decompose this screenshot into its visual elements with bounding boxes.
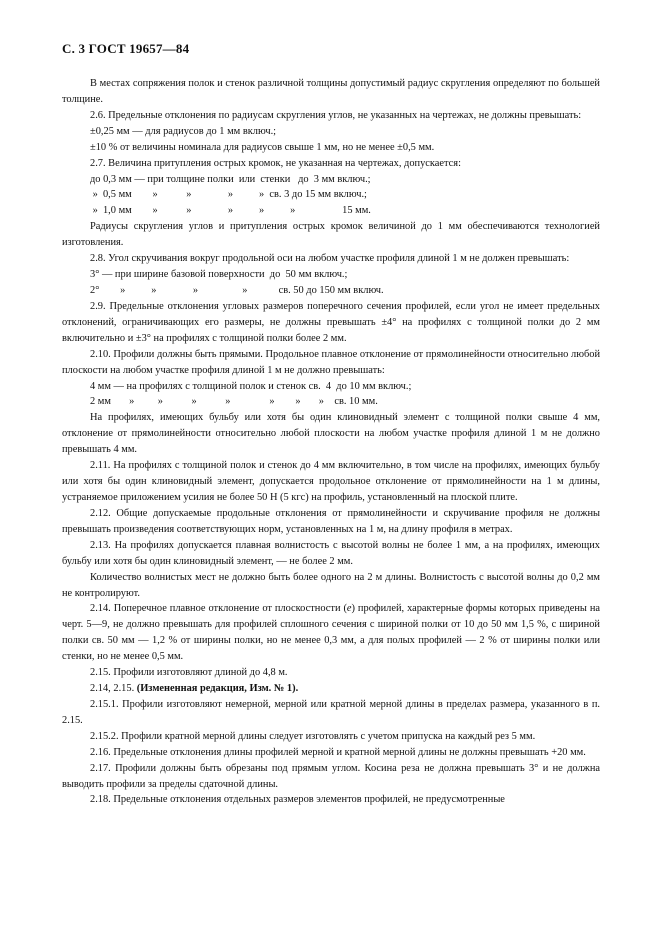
paragraph-2-14 <box>62 601 600 665</box>
paragraph-2-13: 2.13. На профилях допускается плавная волнистость с высотой волны не более 1 мм, а на профилях, имеющих бульбу или хотя бы один клиновидный элемент, — не более 2 мм. <box>62 539 600 567</box>
paragraph-2-18: 2.18. Предельные отклонения отдельных размеров элементов профилей, не предусмотренные <box>90 794 505 806</box>
table-line: » 0,5 мм » » » » св. 3 до 15 мм включ.; <box>90 189 367 201</box>
paragraph-amendment <box>62 681 600 697</box>
paragraph: На профилях, имеющих бульбу или хотя бы один клиновидный элемент с толщиной полки свыше 4 мм, отклонение от прямолинейности относительно любой плоскости на любом участке профиля длиной 1 м не должно превышать 4 мм. <box>62 412 600 456</box>
paragraph: Радиусы скругления углов и притупления острых кромок величиной до 1 мм обеспечиваются технологией изготовления. <box>62 221 600 249</box>
paragraph-2-6: 2.6. Предельные отклонения по радиусам скругления углов, не указанных на чертежах, не должны превышать: <box>90 109 582 121</box>
paragraph-2-16: 2.16. Предельные отклонения длины профилей мерной и кратной мерной длины не должны превышать +20 мм. <box>90 746 586 758</box>
paragraph-2-15: 2.15. Профили изготовляют длиной до 4,8 м. <box>90 667 288 679</box>
page-header: С. 3 ГОСТ 19657—84 <box>62 41 190 56</box>
paragraph-2-10: 2.10. Профили должны быть прямыми. Продольное плавное отклонение от прямолинейности относительно любой плоскости на любом участке профиля длиной 1 м не должно превышать: <box>62 348 600 376</box>
paragraph-2-8: 2.8. Угол скручивания вокруг продольной оси на любом участке профиля длиной 1 м не должен превышать: <box>90 253 570 265</box>
table-line: 2 мм » » » » » » » св. 10 мм. <box>90 396 378 408</box>
paragraph-2-15-1: 2.15.1. Профили изготовляют немерной, мерной или кратной мерной длины в пределах размера, указанного в п. 2.15. <box>62 698 600 726</box>
text-run: 2.14, 2.15. <box>90 683 137 695</box>
paragraph-2-15-2: 2.15.2. Профили кратной мерной длины следует изготовлять с учетом припуска на каждый рез 5 мм. <box>90 730 536 742</box>
table-line: 3° — при ширине базовой поверхности до 50 мм включ.; <box>90 269 348 281</box>
list-item: ±10 % от величины номинала для радиусов свыше 1 мм, но не менее ±0,5 мм. <box>90 141 435 153</box>
paragraph-2-11: 2.11. На профилях с толщиной полок и стенок до 4 мм включительно, в том числе на профилях, имеющих бульбу или хотя бы один клиновидный элемент, допускается продольное отклонение от прямолинейности на 1 м длины, устраняемое приложением усилия не более 50 Н (5 кгс) на профиль, установленный на плоской плите. <box>62 460 600 503</box>
table-line: » 1,0 мм » » » » » 15 мм. <box>90 205 371 217</box>
symbol-e: е <box>346 603 352 615</box>
text-run: 2.14. Поперечное плавное отклонение от плоскостности ( <box>90 603 347 615</box>
table-line: 2° » » » » св. 50 до 150 мм включ. <box>90 284 384 296</box>
paragraph: Количество волнистых мест не должно быть более одного на 2 м длины. Волнистость с высотой волны до 0,2 мм не контролируют. <box>62 571 600 599</box>
list-item: ±0,25 мм — для радиусов до 1 мм включ.; <box>90 125 277 137</box>
text-run: ) профилей, характерные формы которых приведены на черт. 5—9, не должно превышать для профилей сплошного сечения с шириной полки от 10 до 50 мм 1,5 %, с шириной полки св. 50 мм — 1,2 % от ширины полки, но не менее 0,3 мм, а для полых профилей — 2 % от ширины полки или стенки, но не менее 0,5 мм. <box>62 603 600 663</box>
paragraph: В местах сопряжения полок и стенок различной толщины допустимый радиус скругления определяют по большей толщине. <box>62 78 600 105</box>
table-line: 4 мм — на профилях с толщиной полок и стенок св. 4 до 10 мм включ.; <box>90 380 412 392</box>
amendment-note: (Измененная редакция, Изм. № 1). <box>136 683 299 695</box>
paragraph-2-17: 2.17. Профили должны быть обрезаны под прямым углом. Косина реза не должна превышать 3° и не должна выводить профили за пределы сдаточной длины. <box>62 762 600 790</box>
document-body <box>62 76 600 808</box>
paragraph-2-12: 2.12. Общие допускаемые продольные отклонения от прямолинейности и скручивание профиля не должны превышать произведения соответствующих норм, установленных на 1 м, на длину профиля в метрах. <box>62 507 600 535</box>
table-line: до 0,3 мм — при толщине полки или стенки до 3 мм включ.; <box>90 173 371 185</box>
paragraph-2-7: 2.7. Величина притупления острых кромок, не указанная на чертежах, допускается: <box>90 157 461 169</box>
paragraph-2-9: 2.9. Предельные отклонения угловых размеров поперечного сечения профилей, если угол не имеет предельных отклонений, ограничивающих его размеры, не должны превышать ±4° на профилях с толщиной полки до 2 мм включительно и ±3° на профилях с толщиной полки более 2 мм. <box>62 300 600 344</box>
